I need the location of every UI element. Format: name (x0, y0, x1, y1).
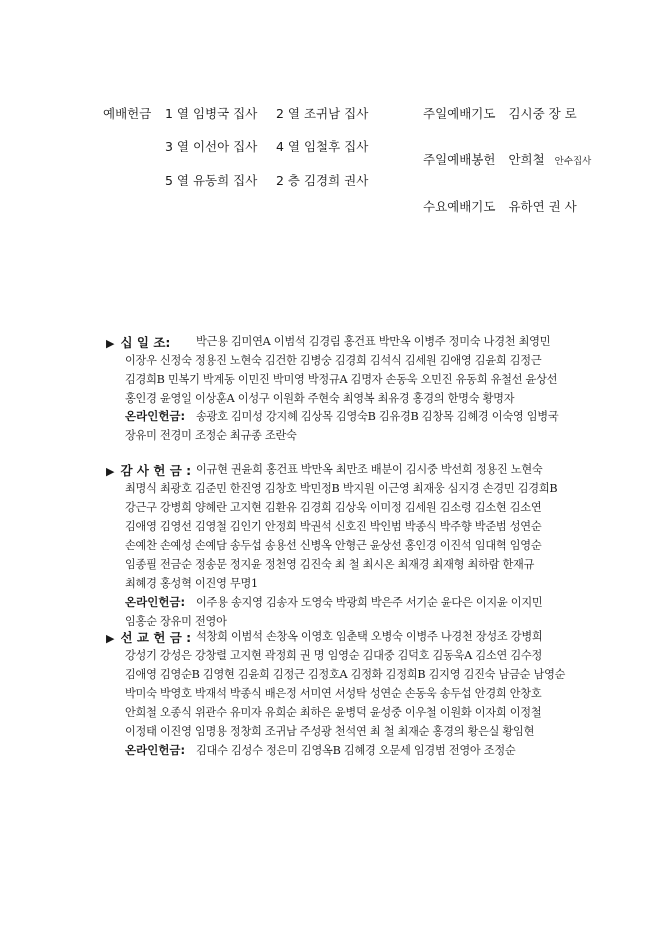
usher-entry: 2 열 조귀남 집사 (276, 106, 369, 121)
triangle-bullet-icon: ▶ (106, 465, 115, 478)
name-line: 홍인경 윤영일 이상훈A 이성구 이원화 주현숙 최영복 최유경 홍경의 한명숙 황명자 (125, 392, 515, 405)
usher-entry: 1 열 임병국 집사 (165, 106, 258, 121)
section-title: 감 사 헌 금 : (120, 463, 192, 478)
usher-entry: 3 열 이선아 집사 (165, 139, 258, 154)
name-line: 임종필 전금순 정송문 정지윤 정천영 김진숙 최 철 최시온 최재경 최재형 최하람 한재규 (125, 558, 535, 571)
online-offering-label: 온라인헌금: (125, 409, 186, 423)
name-line: 강근구 강병희 양혜란 고지현 김환유 김경희 김상욱 이미정 김세원 김소령 김소현 김소연 (125, 501, 542, 514)
name-line: 송광호 김미성 강지혜 김상목 김영숙B 김유경B 김창목 김혜경 이숙영 임병국 (196, 410, 559, 423)
section-header (106, 628, 191, 646)
name-line: 이주용 송지영 김송자 도영숙 박광희 박은주 서기순 윤다은 이지윤 이지민 (196, 596, 543, 609)
worship-duty-row (423, 104, 577, 122)
usher-entry: 4 열 임철후 집사 (276, 139, 369, 154)
name-line: 석창희 이범석 손창옥 이영호 임춘택 오병숙 이병주 나경천 장성조 강병희 (196, 630, 543, 643)
usher-entry: 5 열 유동희 집사 (165, 173, 258, 188)
section-header (106, 333, 170, 351)
name-line: 손예찬 손예성 손예담 송두섭 송용선 신병옥 안형근 윤상선 홍인경 이진석 임대혁 임영순 (125, 539, 542, 552)
name-line: 이정태 이진영 임명용 정창희 조귀남 주성광 천석연 최 철 최재순 홍경의 황은실 황임현 (125, 725, 535, 738)
worship-duty-row (423, 197, 577, 215)
duty-role: 주일예배봉헌 (423, 152, 496, 167)
section-title: 선 교 헌 금 : (120, 630, 192, 645)
triangle-bullet-icon: ▶ (106, 337, 115, 350)
section-title: 십 일 조: (120, 335, 171, 350)
online-offering-label: 온라인헌금: (125, 595, 186, 609)
name-line: 이규현 권윤희 홍건표 박만옥 최만조 배분이 김시중 박선희 정용진 노현숙 (196, 463, 543, 476)
name-line: 임홍순 장유미 전영아 (125, 615, 227, 628)
duty-title: 안수집사 (554, 156, 592, 167)
worship-duty-row (423, 150, 591, 168)
usher-entry: 2 층 김경희 권사 (276, 173, 369, 188)
name-line: 안희철 오종식 위관수 유미자 유희순 최하은 윤병덕 윤성중 이우철 이원화 이자희 이정철 (125, 706, 542, 719)
duty-role: 주일예배기도 (423, 106, 496, 121)
duty-person: 유하연 권 사 (508, 199, 577, 214)
name-line: 최명식 최광호 김준민 한진영 김창호 박민정B 박지원 이근영 최재웅 심지경 손경민 김경희B (125, 482, 558, 495)
triangle-bullet-icon: ▶ (106, 632, 115, 645)
name-line: 강성기 강성은 강창렬 고지현 곽정희 권 명 임영순 김대중 김덕호 김동욱A 김소연 김수정 (125, 649, 543, 662)
duty-role: 수요예배기도 (423, 199, 496, 214)
name-line: 박미숙 박영호 박재석 박종식 배은정 서미연 서성탁 성연순 손동욱 송두섭 안경희 안창호 (125, 687, 542, 700)
section-header (106, 461, 191, 479)
name-line: 박근용 김미연A 이범석 김경림 홍건표 박만옥 이병주 정미숙 나경천 최영민 (196, 335, 551, 348)
name-line: 최혜경 홍성혁 이진영 무명1 (125, 577, 258, 590)
online-offering-label: 온라인헌금: (125, 743, 186, 757)
duty-person: 김시중 장 로 (508, 106, 577, 121)
name-line: 김애영 김영선 김영철 김인기 안정희 박권석 신호진 박인범 박종식 박주향 박준범 성연순 (125, 520, 542, 533)
name-line: 이장우 신정숙 정용진 노현숙 김건한 김병숭 김경희 김석식 김세원 김애영 김윤희 김정근 (125, 354, 542, 367)
name-line: 김대수 김성수 정은미 김영옥B 김혜경 오문세 임경범 전영아 조정순 (196, 744, 516, 757)
name-line: 김경희B 민복기 박계동 이민진 박미영 박정규A 김명자 손동욱 오민진 유동희 유철선 윤상선 (125, 373, 558, 386)
duty-person: 안희철 (508, 152, 545, 167)
offering-label: 예배헌금 (103, 106, 152, 121)
name-line: 장유미 전경미 조정순 최규종 조란숙 (125, 429, 297, 442)
name-line: 김애영 김영순B 김영현 김윤희 김정근 김정호A 김정화 김정희B 김지영 김진숙 남금순 남영순 (125, 668, 566, 681)
